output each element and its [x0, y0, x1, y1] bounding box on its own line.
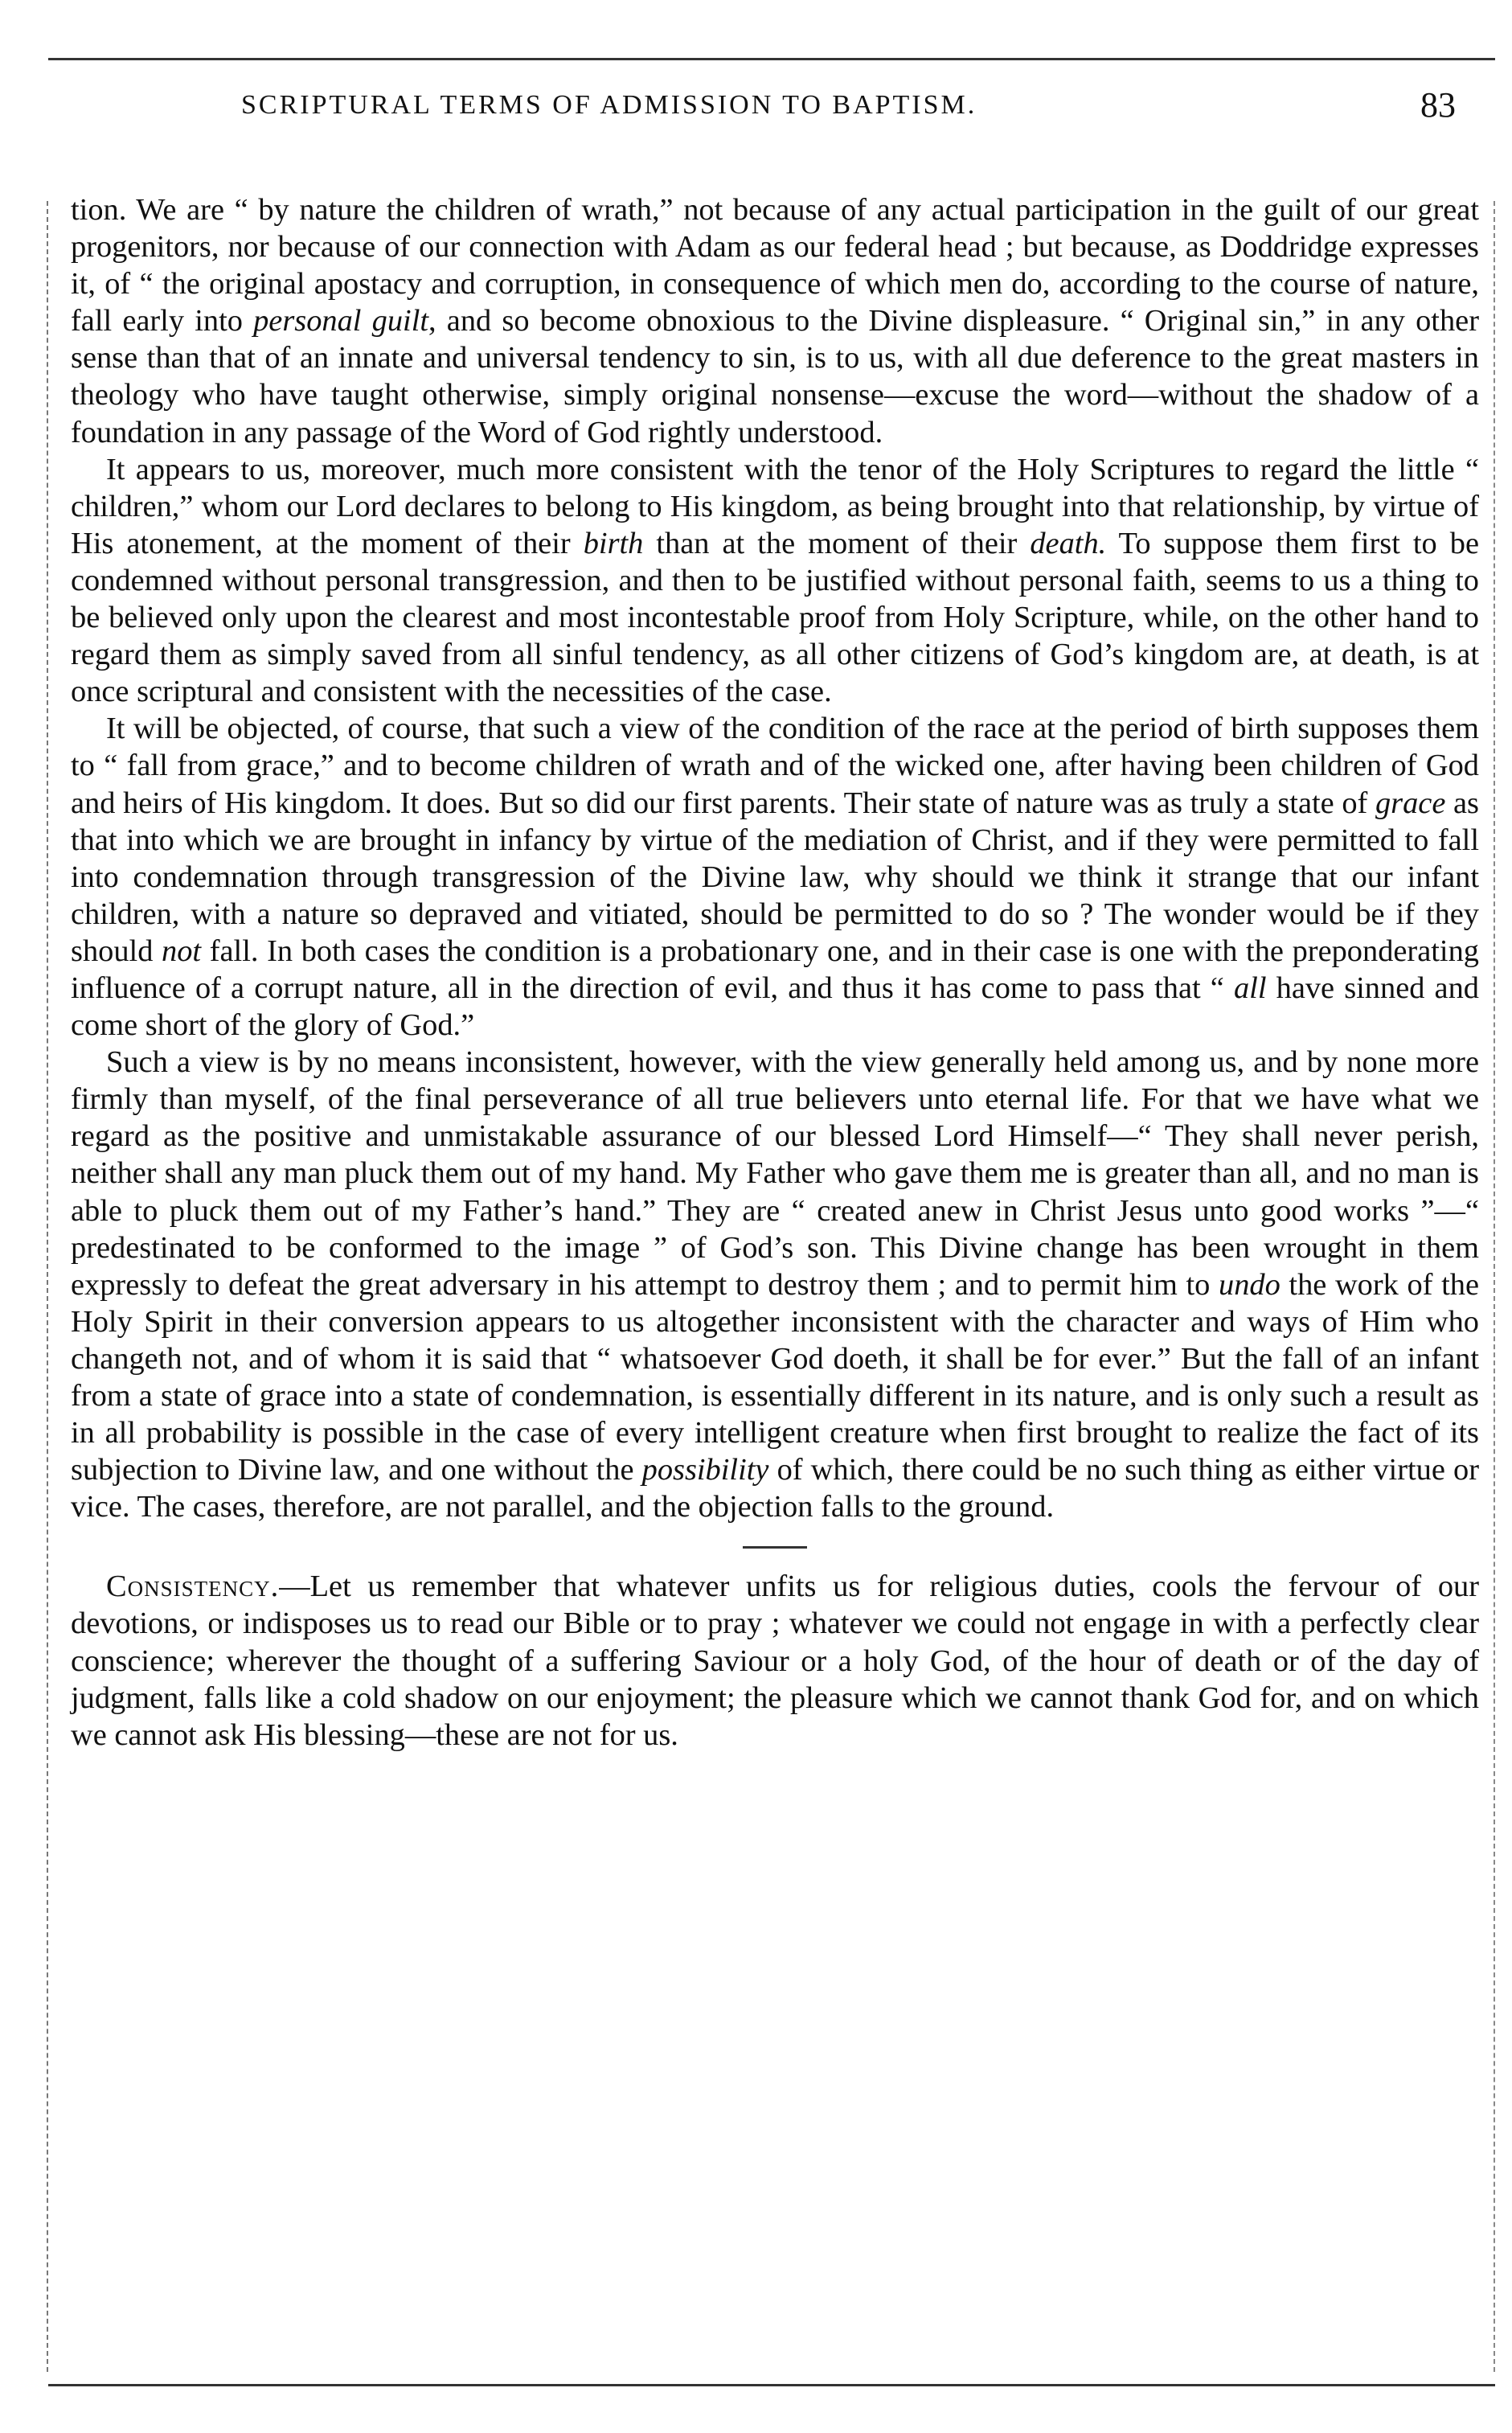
bottom-rule — [48, 2384, 1495, 2386]
italic-run: undo — [1219, 1267, 1280, 1302]
text-run: It appears to us, moreover, much more consistent with the tenor of the Holy Scriptures to regard the little “ children,” whom our Lord declares to belong to His kingdom, as being brought into that relationship, by virtue of His atonement, at the moment of their — [71, 452, 1479, 560]
text-run: fall. In both cases the condition is a probationary one, and in their case is one with the preponderating influence of a corrupt nature, all in the direction of evil, and thus it has come to pass that “ — [71, 933, 1479, 1005]
text-run: of which, there could be no such thing as either virtue or vice. The cases, therefore, are not parallel, and the objection falls to the ground. — [71, 1453, 1479, 1524]
page-body — [71, 191, 1479, 1754]
italic-run: not — [162, 933, 202, 968]
italic-run: birth — [583, 526, 644, 560]
italic-run: personal guilt — [253, 304, 429, 338]
page-number: 83 — [1420, 85, 1456, 125]
consistency-note — [71, 1568, 1479, 1753]
right-margin-mark — [1494, 201, 1495, 2372]
italic-run: death. — [1030, 526, 1107, 560]
text-run: , and so become obnoxious to the Divine displeasure. “ Original sin,” in any other sense than that of an innate and universal tendency to sin, is to us, with all due deference to the great masters in theology who have taught otherwise, simply original nonsense—excuse the word—without the shadow of a foundation in any passage of the Word of God rightly understood. — [71, 304, 1479, 449]
text-run: To suppose them first to be condemned without personal transgression, and then to be justified without personal faith, seems to us a thing to be believed only upon the clearest and most incontestable proof from Holy Scripture, while, on the other hand to regard them as simply saved from all sinful tendency, as all other citizens of God’s kingdom are, at death, is at once scriptural and consistent with the necessities of the case. — [71, 526, 1479, 709]
paragraph-3 — [71, 710, 1479, 1044]
italic-run: possibility — [641, 1453, 769, 1487]
section-divider — [743, 1546, 807, 1549]
text-run: than at the moment of their — [643, 526, 1031, 560]
text-run: It will be objected, of course, that such a view of the condition of the race at the period of birth supposes them to “ fall from grace,” and to become children of wrath and of the wicked one, after having been children of God and heirs of His kingdom. It does. But so did our first parents. Their state of nature was as truly a state of — [71, 712, 1479, 820]
paragraph-2 — [71, 451, 1479, 711]
left-margin-mark — [47, 201, 48, 2372]
text-run: the work of the Holy Spirit in their conversion appears to us altogether inconsistent with the character and ways of Him who changeth not, and of whom it is said that “ whatsoever God doeth, it shall be for ever.” But the fall of an infant from a state of grace into a state of condemnation, is essentially different in its nature, and is only such a result as in all probability is possible in the case of every intelligent creature when first brought to realize the fact of its subjection to Divine law, and one without the — [71, 1267, 1479, 1487]
italic-run: all — [1233, 970, 1267, 1005]
text-run: have sinned and come short of the glory of God.” — [71, 970, 1479, 1043]
text-run: tion. We are “ by nature the children of wrath,” not because of any actual participation in the guilt of our great progenitors, nor because of our connection with Adam as our federal head ; but because, as Doddridge expresses it, of “ the original apostacy and corruption, in consequence of which men do, according to the course of nature, fall early into — [71, 193, 1479, 338]
paragraph-4 — [71, 1044, 1479, 1525]
italic-run: grace — [1375, 786, 1446, 820]
top-rule — [48, 58, 1495, 60]
note-heading: Consistency. — [106, 1569, 280, 1604]
text-run: as that into which we are brought in infancy by virtue of the mediation of Christ, and if they were permitted to fall into condemnation through transgression of the Divine law, why should we think it strange that our infant children, with a nature so depraved and vitiated, should be permitted to do so ? The wonder would be if they should — [71, 786, 1479, 968]
text-run: Such a view is by no means inconsistent, however, with the view generally held among us, and by none more firmly than myself, of the final perseverance of all true believers unto eternal life. For that we have what we regard as the positive and unmistakable assurance of our blessed Lord Himself—“ They shall never perish, neither shall any man pluck them out of my hand. My Father who gave them me is greater than all, and no man is able to pluck them out of my Father’s hand.” They are “ created anew in Christ Jesus unto good works ”—“ predestinated to be conformed to the image ” of God’s son. This Divine change has been wrought in them expressly to defeat the great adversary in his attempt to destroy them ; and to permit him to — [71, 1045, 1479, 1302]
paragraph-1 — [71, 191, 1479, 451]
running-title: SCRIPTURAL TERMS OF ADMISSION TO BAPTISM. — [241, 90, 977, 120]
note-text: —Let us remember that whatever unfits us for religious duties, cools the fervour of our devotions, or indisposes us to read our Bible or to pray ; whatever we could not engage in with a perfectly clear conscience; wherever the thought of a suffering Saviour or a holy God, of the hour of death or of the day of judgment, falls like a cold shadow on our enjoyment; the pleasure which we cannot thank God for, and on which we cannot ask His blessing—these are not for us. — [71, 1569, 1479, 1752]
